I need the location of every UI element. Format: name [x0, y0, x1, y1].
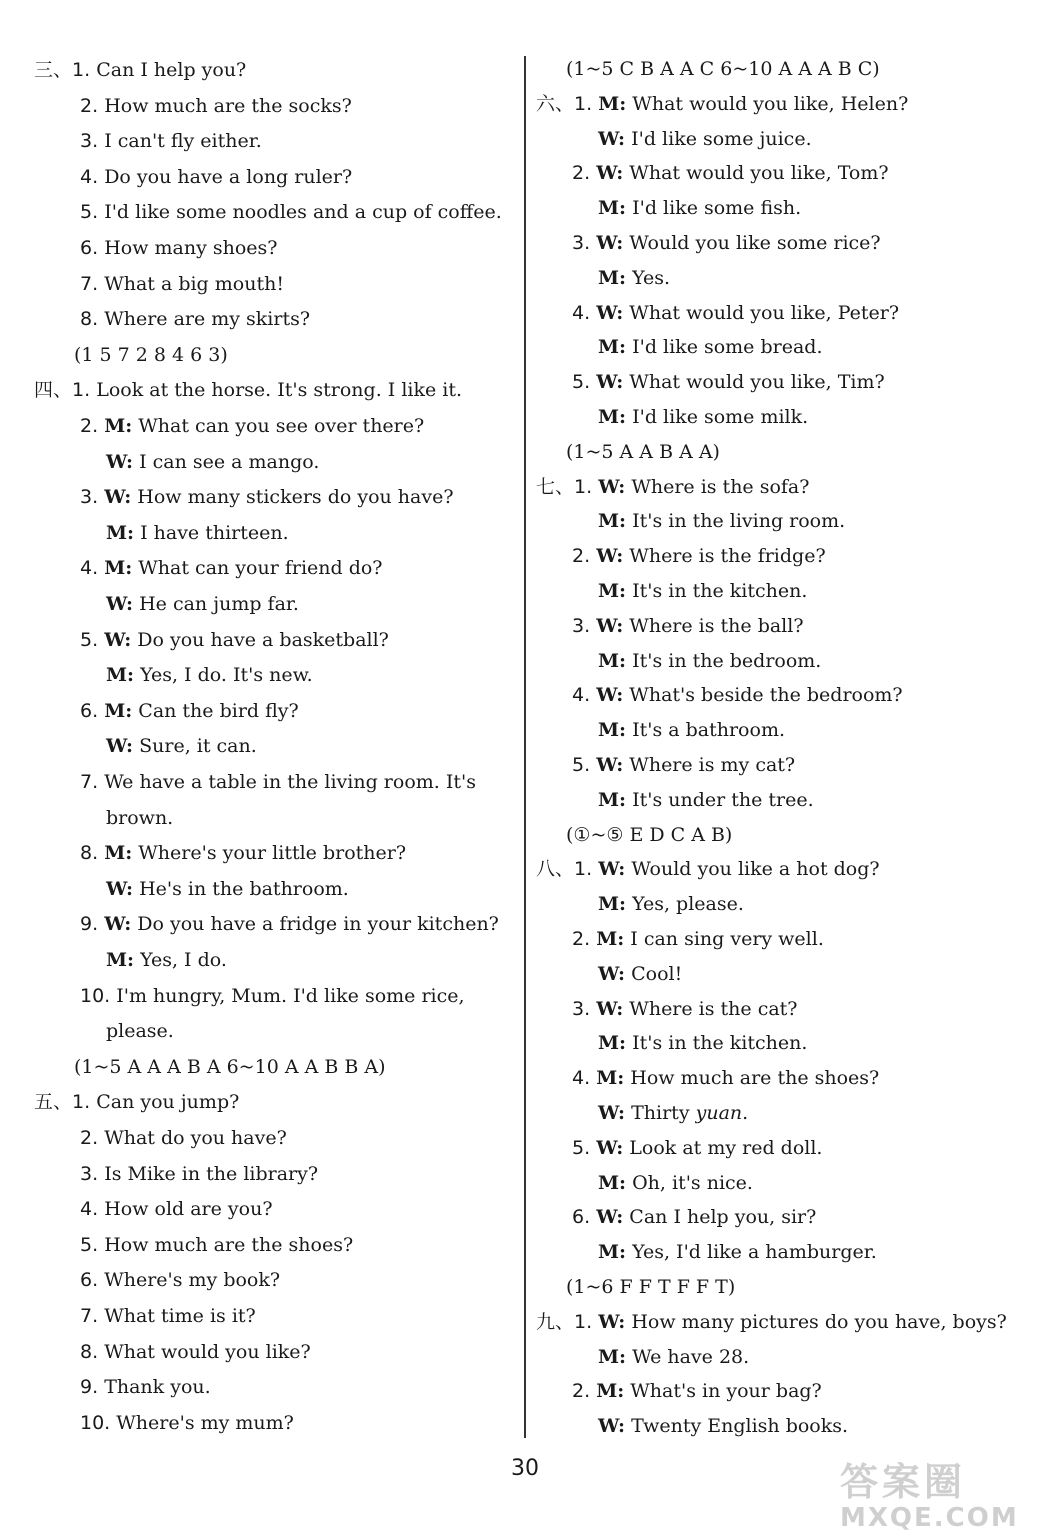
answer-line [80, 199, 502, 225]
item-number: 4. [572, 301, 591, 324]
answer-text: We have a table in the living room. It's [104, 771, 476, 793]
speaker-label: W: [596, 1136, 624, 1159]
section-label: 七、 [536, 475, 575, 498]
speaker-label: W: [596, 997, 624, 1020]
answer-text: (1 5 7 2 8 4 6 3) [74, 343, 228, 366]
watermark-line1: 答案圈 [840, 1460, 967, 1504]
item-number: 1. [72, 1091, 91, 1114]
answer-text: Where's my mum? [116, 1411, 294, 1434]
speaker-label: M: [598, 893, 627, 916]
answer-text: I'd like some noodles and a cup of coffee. [104, 201, 502, 224]
speaker-label: M: [106, 664, 135, 687]
answer-line [572, 926, 824, 952]
answer-text: It's in the kitchen. [632, 1032, 808, 1055]
answer-line [80, 911, 499, 937]
answer-line [80, 627, 389, 653]
answer-text: Where is my cat? [629, 754, 796, 776]
item-number: 4. [572, 1067, 591, 1090]
answer-line [572, 752, 795, 778]
speaker-label: M: [598, 92, 627, 115]
answer-text: I have thirteen. [140, 521, 289, 544]
answer-text: Can I help you, sir? [629, 1206, 817, 1229]
answer-text: What's beside the bedroom? [629, 684, 903, 707]
answer-line [598, 508, 845, 534]
speaker-label: M: [598, 1345, 627, 1368]
speaker-label: M: [598, 719, 627, 742]
item-number: 10. [80, 984, 111, 1007]
answer-line [566, 56, 880, 82]
item-number: 5. [572, 754, 591, 776]
answer-text: (1~5 A A B A A) [566, 440, 720, 463]
answer-text: How many stickers do you have? [137, 486, 454, 509]
answer-line [572, 300, 899, 326]
answer-line [74, 342, 228, 368]
answer-line [80, 769, 476, 795]
answer-line [106, 1018, 174, 1044]
item-number: 3. [572, 997, 591, 1020]
speaker-label: W: [598, 962, 626, 985]
item-number: 6. [80, 1269, 99, 1292]
speaker-label: W: [596, 232, 624, 254]
speaker-label: W: [106, 450, 134, 473]
speaker-label: W: [106, 593, 134, 615]
answer-line [106, 733, 257, 759]
answer-line [572, 543, 826, 569]
speaker-label: M: [598, 197, 627, 220]
answer-line [572, 1135, 822, 1161]
answer-line [598, 1413, 848, 1439]
speaker-label: W: [598, 475, 626, 498]
answer-line [80, 306, 310, 332]
answer-text: I'd like some milk. [632, 406, 809, 428]
speaker-label: W: [598, 1102, 626, 1124]
item-number: 6. [80, 237, 99, 259]
answer-text: Where is the fridge? [629, 545, 826, 568]
section-label: 八、 [536, 858, 575, 881]
answer-text: Can you jump? [96, 1091, 240, 1114]
section-label: 六、 [536, 92, 575, 115]
answer-text: Where is the sofa? [631, 475, 810, 498]
item-number: 6. [572, 1206, 591, 1229]
answer-text: Thirty [631, 1102, 696, 1124]
answer-line [598, 648, 821, 674]
speaker-label: M: [596, 1380, 625, 1403]
item-number: 6. [80, 699, 99, 722]
answer-text: Yes, please. [632, 893, 744, 916]
answer-line [106, 449, 319, 475]
item-number: 2. [80, 94, 99, 117]
item-number: 5. [572, 1136, 591, 1159]
item-number: 5. [80, 201, 99, 224]
speaker-label: W: [598, 1310, 626, 1333]
answer-line [106, 591, 299, 617]
speaker-label: W: [596, 545, 624, 568]
answer-text: Do you have a basketball? [137, 628, 389, 651]
speaker-label: W: [598, 858, 626, 881]
item-number: 4. [572, 684, 591, 707]
answer-line [572, 369, 885, 395]
speaker-label: W: [596, 1206, 624, 1229]
answer-text: How many shoes? [104, 237, 278, 259]
answer-text: I'm hungry, Mum. I'd like some rice, [116, 984, 465, 1007]
answer-line [572, 996, 798, 1022]
column-divider [524, 56, 526, 1438]
speaker-label: M: [106, 949, 135, 971]
answer-text: Is Mike in the library? [104, 1162, 319, 1185]
answer-line [598, 404, 808, 430]
section-label: 五、 [34, 1091, 73, 1114]
answer-text: (1~5 C B A A C 6~10 A A A B C) [566, 58, 880, 80]
item-number: 10. [80, 1411, 111, 1434]
answer-line [106, 520, 289, 546]
answer-line [598, 1170, 753, 1196]
answer-line [598, 126, 812, 152]
answer-line [80, 271, 284, 297]
answer-line [80, 413, 424, 439]
answer-text: Yes, I do. It's new. [140, 664, 313, 687]
item-number: 3. [80, 130, 99, 153]
answer-line [572, 1065, 879, 1091]
speaker-label: W: [104, 913, 132, 936]
speaker-label: M: [104, 842, 133, 865]
answer-line [80, 1161, 318, 1187]
answer-line [80, 983, 465, 1009]
answer-line [80, 1303, 256, 1329]
item-number: 8. [80, 308, 99, 331]
answer-text: (①~⑤ E D C A B) [566, 823, 733, 846]
answer-line [598, 195, 801, 221]
speaker-label: W: [596, 684, 624, 707]
answer-line [566, 822, 732, 848]
answer-text: I'd like some juice. [631, 127, 812, 150]
item-number: 1. [574, 1310, 593, 1333]
answer-text: What can you see over there? [138, 415, 425, 437]
answer-line [572, 1204, 816, 1230]
item-number: 2. [80, 415, 99, 437]
item-number: 1. [72, 379, 91, 402]
answer-text: What would you like, Tom? [629, 162, 889, 185]
answer-text: Yes, I do. [140, 949, 227, 971]
answer-line [536, 856, 880, 882]
answer-text: Where is the cat? [629, 997, 798, 1020]
answer-text: I can see a mango. [139, 450, 320, 473]
answer-line [80, 164, 352, 190]
answer-text: He can jump far. [139, 593, 299, 615]
speaker-label: M: [596, 928, 625, 950]
speaker-label: M: [104, 557, 133, 580]
speaker-label: W: [598, 127, 626, 150]
answer-text: What can your friend do? [138, 557, 383, 580]
item-number: 1. [574, 475, 593, 498]
speaker-label: M: [596, 1067, 625, 1090]
answer-text: Yes. [632, 266, 671, 289]
answer-line [598, 334, 822, 360]
answer-text: I'd like some bread. [632, 336, 823, 359]
answer-text: It's in the bedroom. [632, 649, 822, 672]
answer-text: (1~5 A A A B A 6~10 A A B B A) [74, 1055, 386, 1078]
section-label: 三、 [34, 59, 73, 81]
section-label: 九、 [536, 1310, 575, 1333]
speaker-label: M: [598, 266, 627, 289]
answer-line [74, 1054, 385, 1080]
answer-text: Where is the ball? [629, 614, 804, 637]
answer-text: What would you like? [104, 1340, 311, 1363]
speaker-label: W: [598, 1415, 626, 1438]
item-number: 5. [572, 371, 591, 394]
speaker-label: W: [596, 371, 624, 394]
answer-text: Cool! [631, 962, 683, 985]
answer-text: Can the bird fly? [138, 699, 299, 722]
speaker-label: M: [598, 510, 627, 533]
answer-text: Would you like some rice? [629, 232, 881, 254]
answer-line [106, 805, 173, 831]
speaker-label: W: [596, 614, 624, 637]
answer-text: Where are my skirts? [104, 308, 311, 331]
item-number: 1. [574, 92, 593, 115]
answer-text: What would you like, Helen? [632, 92, 909, 115]
answer-text: Where's my book? [104, 1269, 281, 1292]
answer-line [598, 891, 744, 917]
answer-text: please. [106, 1020, 174, 1043]
speaker-label: M: [104, 415, 133, 437]
answer-line [598, 717, 785, 743]
item-number: 8. [80, 842, 99, 865]
answer-text: Sure, it can. [139, 735, 257, 758]
speaker-label: M: [598, 336, 627, 359]
speaker-label: W: [596, 754, 624, 776]
speaker-label: M: [104, 699, 133, 722]
speaker-label: M: [598, 1241, 627, 1264]
item-number: 2. [572, 1380, 591, 1403]
answer-line [598, 787, 814, 813]
answer-line [80, 840, 406, 866]
answer-line [566, 439, 720, 465]
page-number: 30 [511, 1456, 539, 1481]
item-number: 3. [572, 232, 591, 254]
answer-line [572, 682, 903, 708]
answer-text: What time is it? [104, 1305, 256, 1327]
section-label: 四、 [34, 379, 73, 402]
answer-line [536, 1309, 1007, 1335]
answer-text: We have 28. [632, 1345, 750, 1368]
answer-line [572, 1378, 822, 1404]
answer-line [80, 1267, 280, 1293]
answer-line [80, 93, 352, 119]
speaker-label: W: [104, 628, 132, 651]
speaker-label: M: [598, 406, 627, 428]
answer-line [80, 1196, 273, 1222]
answer-line [80, 1410, 294, 1436]
answer-text: brown. [106, 806, 174, 829]
answer-text: It's in the kitchen. [632, 580, 808, 602]
answer-text: Where's your little brother? [138, 842, 407, 865]
answer-text: It's under the tree. [632, 788, 814, 811]
answer-text: What would you like, Peter? [629, 301, 900, 324]
answer-text: I can't fly either. [104, 130, 262, 153]
speaker-label: M: [598, 1032, 627, 1055]
item-number: 1. [574, 858, 593, 881]
item-number: 2. [572, 928, 591, 950]
answer-line [80, 1374, 211, 1400]
speaker-label: W: [106, 877, 134, 900]
item-number: 4. [80, 165, 99, 188]
answer-line [598, 961, 682, 987]
answer-line [106, 876, 349, 902]
answer-line [80, 128, 262, 154]
speaker-label: M: [598, 649, 627, 672]
item-number: 5. [80, 628, 99, 651]
answer-line [80, 1339, 311, 1365]
answer-line [106, 662, 313, 688]
answer-line [34, 57, 246, 83]
answer-line [80, 1125, 287, 1151]
answer-text: It's in the living room. [632, 510, 846, 533]
speaker-label: W: [596, 162, 624, 185]
answer-text: What's in your bag? [630, 1380, 822, 1403]
answer-text-tail: . [742, 1102, 749, 1124]
answer-line [34, 1089, 239, 1115]
answer-line [566, 1274, 735, 1300]
item-number: 3. [572, 614, 591, 637]
item-number: 7. [80, 771, 99, 793]
answer-line [106, 947, 227, 973]
item-number: 5. [80, 1233, 99, 1256]
item-number: 9. [80, 913, 99, 936]
item-number: 9. [80, 1376, 99, 1399]
answer-line [536, 474, 809, 500]
answer-text: Oh, it's nice. [632, 1171, 753, 1194]
answer-line [80, 698, 299, 724]
answer-text: How much are the socks? [104, 94, 352, 117]
answer-line [80, 235, 277, 261]
answer-line [572, 230, 881, 256]
watermark-line2: MXQE.COM [840, 1503, 1019, 1533]
answer-line [598, 1100, 748, 1126]
answer-text: What would you like, Tim? [629, 371, 885, 394]
speaker-label: W: [596, 301, 624, 324]
answer-line [598, 1239, 877, 1265]
answer-text: I can sing very well. [630, 928, 824, 950]
answer-line [598, 1030, 807, 1056]
answer-text-italic: yuan [695, 1102, 743, 1124]
answer-text: Would you like a hot dog? [631, 858, 880, 881]
answer-text: I'd like some fish. [632, 197, 802, 220]
item-number: 7. [80, 1305, 99, 1327]
item-number: 7. [80, 272, 99, 295]
speaker-label: M: [106, 521, 135, 544]
answer-text: Thank you. [104, 1376, 211, 1399]
item-number: 3. [80, 486, 99, 509]
answer-line [598, 578, 807, 604]
answer-text: What a big mouth! [104, 272, 284, 295]
answer-line [572, 160, 889, 186]
answer-text: (1~6 F F T F F T) [566, 1276, 736, 1298]
answer-text: How many pictures do you have, boys? [631, 1310, 1007, 1333]
item-number: 2. [80, 1127, 99, 1149]
answer-text: How much are the shoes? [630, 1067, 880, 1090]
item-number: 2. [572, 545, 591, 568]
answer-text: He's in the bathroom. [139, 877, 349, 900]
answer-text: How old are you? [104, 1198, 273, 1221]
answer-line [598, 265, 670, 291]
answer-text: What do you have? [104, 1127, 287, 1149]
speaker-label: W: [104, 486, 132, 509]
item-number: 8. [80, 1340, 99, 1363]
answer-line [536, 91, 908, 117]
answer-line [80, 1232, 353, 1258]
answer-line [572, 613, 804, 639]
answer-text: It's a bathroom. [632, 719, 785, 742]
answer-text: Can I help you? [96, 59, 247, 81]
answer-text: Look at my red doll. [629, 1136, 823, 1159]
speaker-label: M: [598, 580, 627, 602]
item-number: 2. [572, 162, 591, 185]
item-number: 4. [80, 557, 99, 580]
answer-text: Do you have a fridge in your kitchen? [137, 913, 499, 936]
answer-text: Look at the horse. It's strong. I like it. [96, 379, 463, 402]
answer-line [34, 377, 462, 403]
answer-text: How much are the shoes? [104, 1233, 354, 1256]
answer-line [80, 484, 454, 510]
item-number: 3. [80, 1162, 99, 1185]
item-number: 4. [80, 1198, 99, 1221]
answer-text: Do you have a long ruler? [104, 165, 353, 188]
answer-text: Twenty English books. [631, 1415, 849, 1438]
item-number: 1. [72, 59, 91, 81]
speaker-label: W: [106, 735, 134, 758]
speaker-label: M: [598, 788, 627, 811]
watermark-logo [840, 1460, 1030, 1532]
answer-text: Yes, I'd like a hamburger. [632, 1241, 877, 1264]
answer-line [598, 1344, 749, 1370]
answer-line [80, 555, 383, 581]
speaker-label: M: [598, 1171, 627, 1194]
